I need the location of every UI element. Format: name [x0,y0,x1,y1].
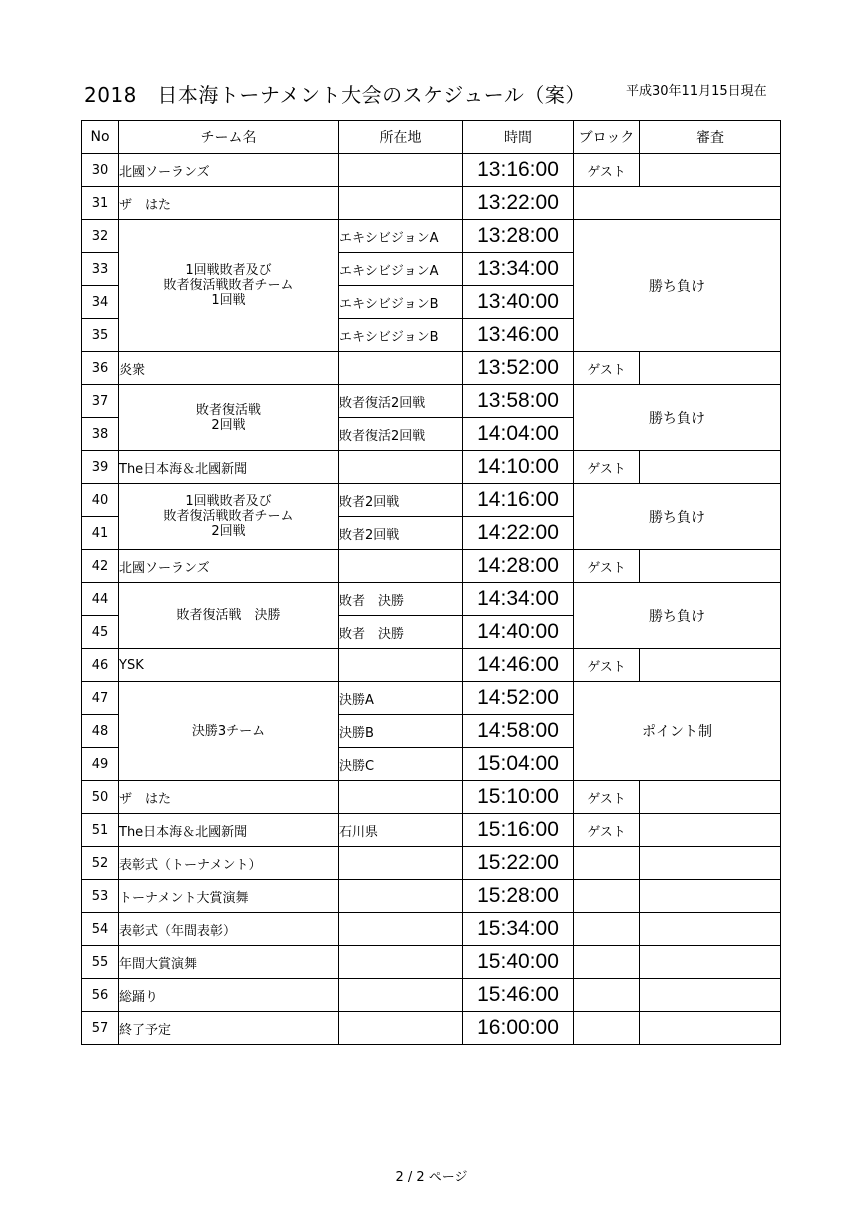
row-team: 総踊り [119,979,339,1012]
row-time: 13:34:00 [463,253,574,286]
row-location [339,781,463,814]
row-time: 14:40:00 [463,616,574,649]
row-no: 32 [82,220,119,253]
row-no: 36 [82,352,119,385]
row-review [640,913,781,946]
table-row [82,385,781,418]
row-no: 38 [82,418,119,451]
row-block [574,880,640,913]
block-group-win-lose: 勝ち負け [574,220,781,352]
row-review [640,550,781,583]
row-location: エキシビジョンA [339,220,463,253]
schedule-table [81,120,781,1045]
row-location [339,352,463,385]
team-group-repechage-final [119,583,339,649]
row-block: ゲスト [574,781,640,814]
row-no: 47 [82,682,119,715]
row-block: ゲスト [574,352,640,385]
row-review [640,946,781,979]
table-row [82,187,781,220]
row-location [339,154,463,187]
row-location: 敗者2回戦 [339,484,463,517]
row-time: 15:10:00 [463,781,574,814]
row-block: ゲスト [574,649,640,682]
table-row [82,484,781,517]
table-row [82,880,781,913]
row-time: 14:22:00 [463,517,574,550]
row-review [640,781,781,814]
table-header-row [82,121,781,154]
row-no: 44 [82,583,119,616]
header-review: 審査 [640,121,781,154]
row-block [574,1012,640,1045]
team-group-r1-losers-r2 [119,484,339,550]
team-group-final3 [119,682,339,781]
row-time: 13:58:00 [463,385,574,418]
table-row [82,913,781,946]
row-location: 敗者2回戦 [339,517,463,550]
team-group-line: 1回戦敗者及び [185,494,272,509]
row-time: 14:52:00 [463,682,574,715]
header-time: 時間 [463,121,574,154]
row-block: ゲスト [574,451,640,484]
row-team: ザ はた [119,781,339,814]
row-location [339,880,463,913]
row-block: ゲスト [574,154,640,187]
row-no: 52 [82,847,119,880]
row-review [640,649,781,682]
team-group-line: 敗者復活戦 決勝 [176,608,281,623]
row-time: 13:52:00 [463,352,574,385]
row-review [640,880,781,913]
team-group-line: 2回戦 [211,417,246,433]
row-location [339,913,463,946]
row-no: 45 [82,616,119,649]
row-team: 炎衆 [119,352,339,385]
row-time: 15:40:00 [463,946,574,979]
row-no: 53 [82,880,119,913]
table-row [82,682,781,715]
row-location: 石川県 [339,814,463,847]
header-location: 所在地 [339,121,463,154]
row-location: 決勝C [339,748,463,781]
table-row [82,154,781,187]
row-block: ゲスト [574,550,640,583]
block-group-win-lose: 勝ち負け [574,583,781,649]
table-row [82,451,781,484]
team-group-line: 敗者復活戦敗者チーム [163,278,294,293]
row-location [339,550,463,583]
header-block: ブロック [574,121,640,154]
team-group-line: 1回戦 [211,293,246,308]
row-time: 16:00:00 [463,1012,574,1045]
team-group-line: 2回戦 [211,524,246,539]
row-review [640,847,781,880]
table-row [82,1012,781,1045]
row-team: 北國ソーランズ [119,550,339,583]
row-no: 39 [82,451,119,484]
row-location: エキシビジョンB [339,286,463,319]
row-block [574,946,640,979]
table-row [82,946,781,979]
row-time: 14:28:00 [463,550,574,583]
row-team: 表彰式（年間表彰） [119,913,339,946]
row-location: 敗者復活2回戦 [339,385,463,418]
table-row [82,847,781,880]
row-no: 50 [82,781,119,814]
row-time: 15:28:00 [463,880,574,913]
table-row [82,814,781,847]
as-of-date: 平成30年11月15日現在 [626,84,767,99]
row-time: 14:04:00 [463,418,574,451]
row-location: エキシビジョンB [339,319,463,352]
page-number: 2 / 2 ページ [395,1170,468,1185]
team-group-line: 決勝3チーム [191,723,266,739]
row-review [640,979,781,1012]
row-time: 15:16:00 [463,814,574,847]
table-row [82,649,781,682]
block-group-points: ポイント制 [574,682,781,781]
row-team: トーナメント大賞演舞 [119,880,339,913]
row-no: 57 [82,1012,119,1045]
page-title: 2018 日本海トーナメント大会のスケジュール（案） [84,83,586,107]
row-time: 15:22:00 [463,847,574,880]
row-block [574,187,781,220]
row-no: 41 [82,517,119,550]
row-no: 31 [82,187,119,220]
row-time: 13:22:00 [463,187,574,220]
row-time: 15:04:00 [463,748,574,781]
row-no: 48 [82,715,119,748]
team-group-line: 敗者復活戦敗者チーム [163,509,294,524]
row-no: 42 [82,550,119,583]
header-no: No [82,121,119,154]
row-review [640,154,781,187]
row-location: 敗者 決勝 [339,583,463,616]
table-row [82,979,781,1012]
row-location [339,979,463,1012]
row-time: 13:40:00 [463,286,574,319]
row-review [640,1012,781,1045]
header-team: チーム名 [119,121,339,154]
row-time: 14:10:00 [463,451,574,484]
row-location: 敗者復活2回戦 [339,418,463,451]
row-location [339,1012,463,1045]
block-group-win-lose: 勝ち負け [574,484,781,550]
row-time: 15:46:00 [463,979,574,1012]
team-group-r1-losers-r1 [119,220,339,352]
table-row [82,781,781,814]
row-location: 敗者 決勝 [339,616,463,649]
row-time: 13:46:00 [463,319,574,352]
row-location: 決勝A [339,682,463,715]
row-location: エキシビジョンA [339,253,463,286]
row-no: 33 [82,253,119,286]
row-no: 56 [82,979,119,1012]
row-time: 14:16:00 [463,484,574,517]
table-row [82,583,781,616]
row-no: 46 [82,649,119,682]
row-review [640,814,781,847]
row-no: 30 [82,154,119,187]
row-location [339,451,463,484]
row-time: 13:16:00 [463,154,574,187]
row-block [574,979,640,1012]
block-group-win-lose: 勝ち負け [574,385,781,451]
row-review [640,451,781,484]
row-location: 決勝B [339,715,463,748]
row-team: ザ はた [119,187,339,220]
row-time: 15:34:00 [463,913,574,946]
row-location [339,649,463,682]
row-time: 13:28:00 [463,220,574,253]
row-team: The日本海＆北國新聞 [119,814,339,847]
row-no: 51 [82,814,119,847]
row-block: ゲスト [574,814,640,847]
team-group-line: 1回戦敗者及び [185,263,272,278]
row-no: 54 [82,913,119,946]
row-location [339,946,463,979]
table-row [82,550,781,583]
row-team: 表彰式（トーナメント） [119,847,339,880]
table-row [82,220,781,253]
row-team: YSK [119,649,339,682]
row-location [339,847,463,880]
row-no: 40 [82,484,119,517]
row-team: 終了予定 [119,1012,339,1045]
row-no: 37 [82,385,119,418]
row-time: 14:46:00 [463,649,574,682]
row-no: 49 [82,748,119,781]
table-row [82,352,781,385]
row-block [574,913,640,946]
team-group-repechage-r2 [119,385,339,451]
row-review [640,352,781,385]
row-team: The日本海＆北國新聞 [119,451,339,484]
row-time: 14:34:00 [463,583,574,616]
row-team: 北國ソーランズ [119,154,339,187]
row-location [339,187,463,220]
row-no: 55 [82,946,119,979]
row-no: 34 [82,286,119,319]
row-no: 35 [82,319,119,352]
row-block [574,847,640,880]
row-time: 14:58:00 [463,715,574,748]
team-group-line: 敗者復活戦 [195,402,261,418]
row-team: 年間大賞演舞 [119,946,339,979]
